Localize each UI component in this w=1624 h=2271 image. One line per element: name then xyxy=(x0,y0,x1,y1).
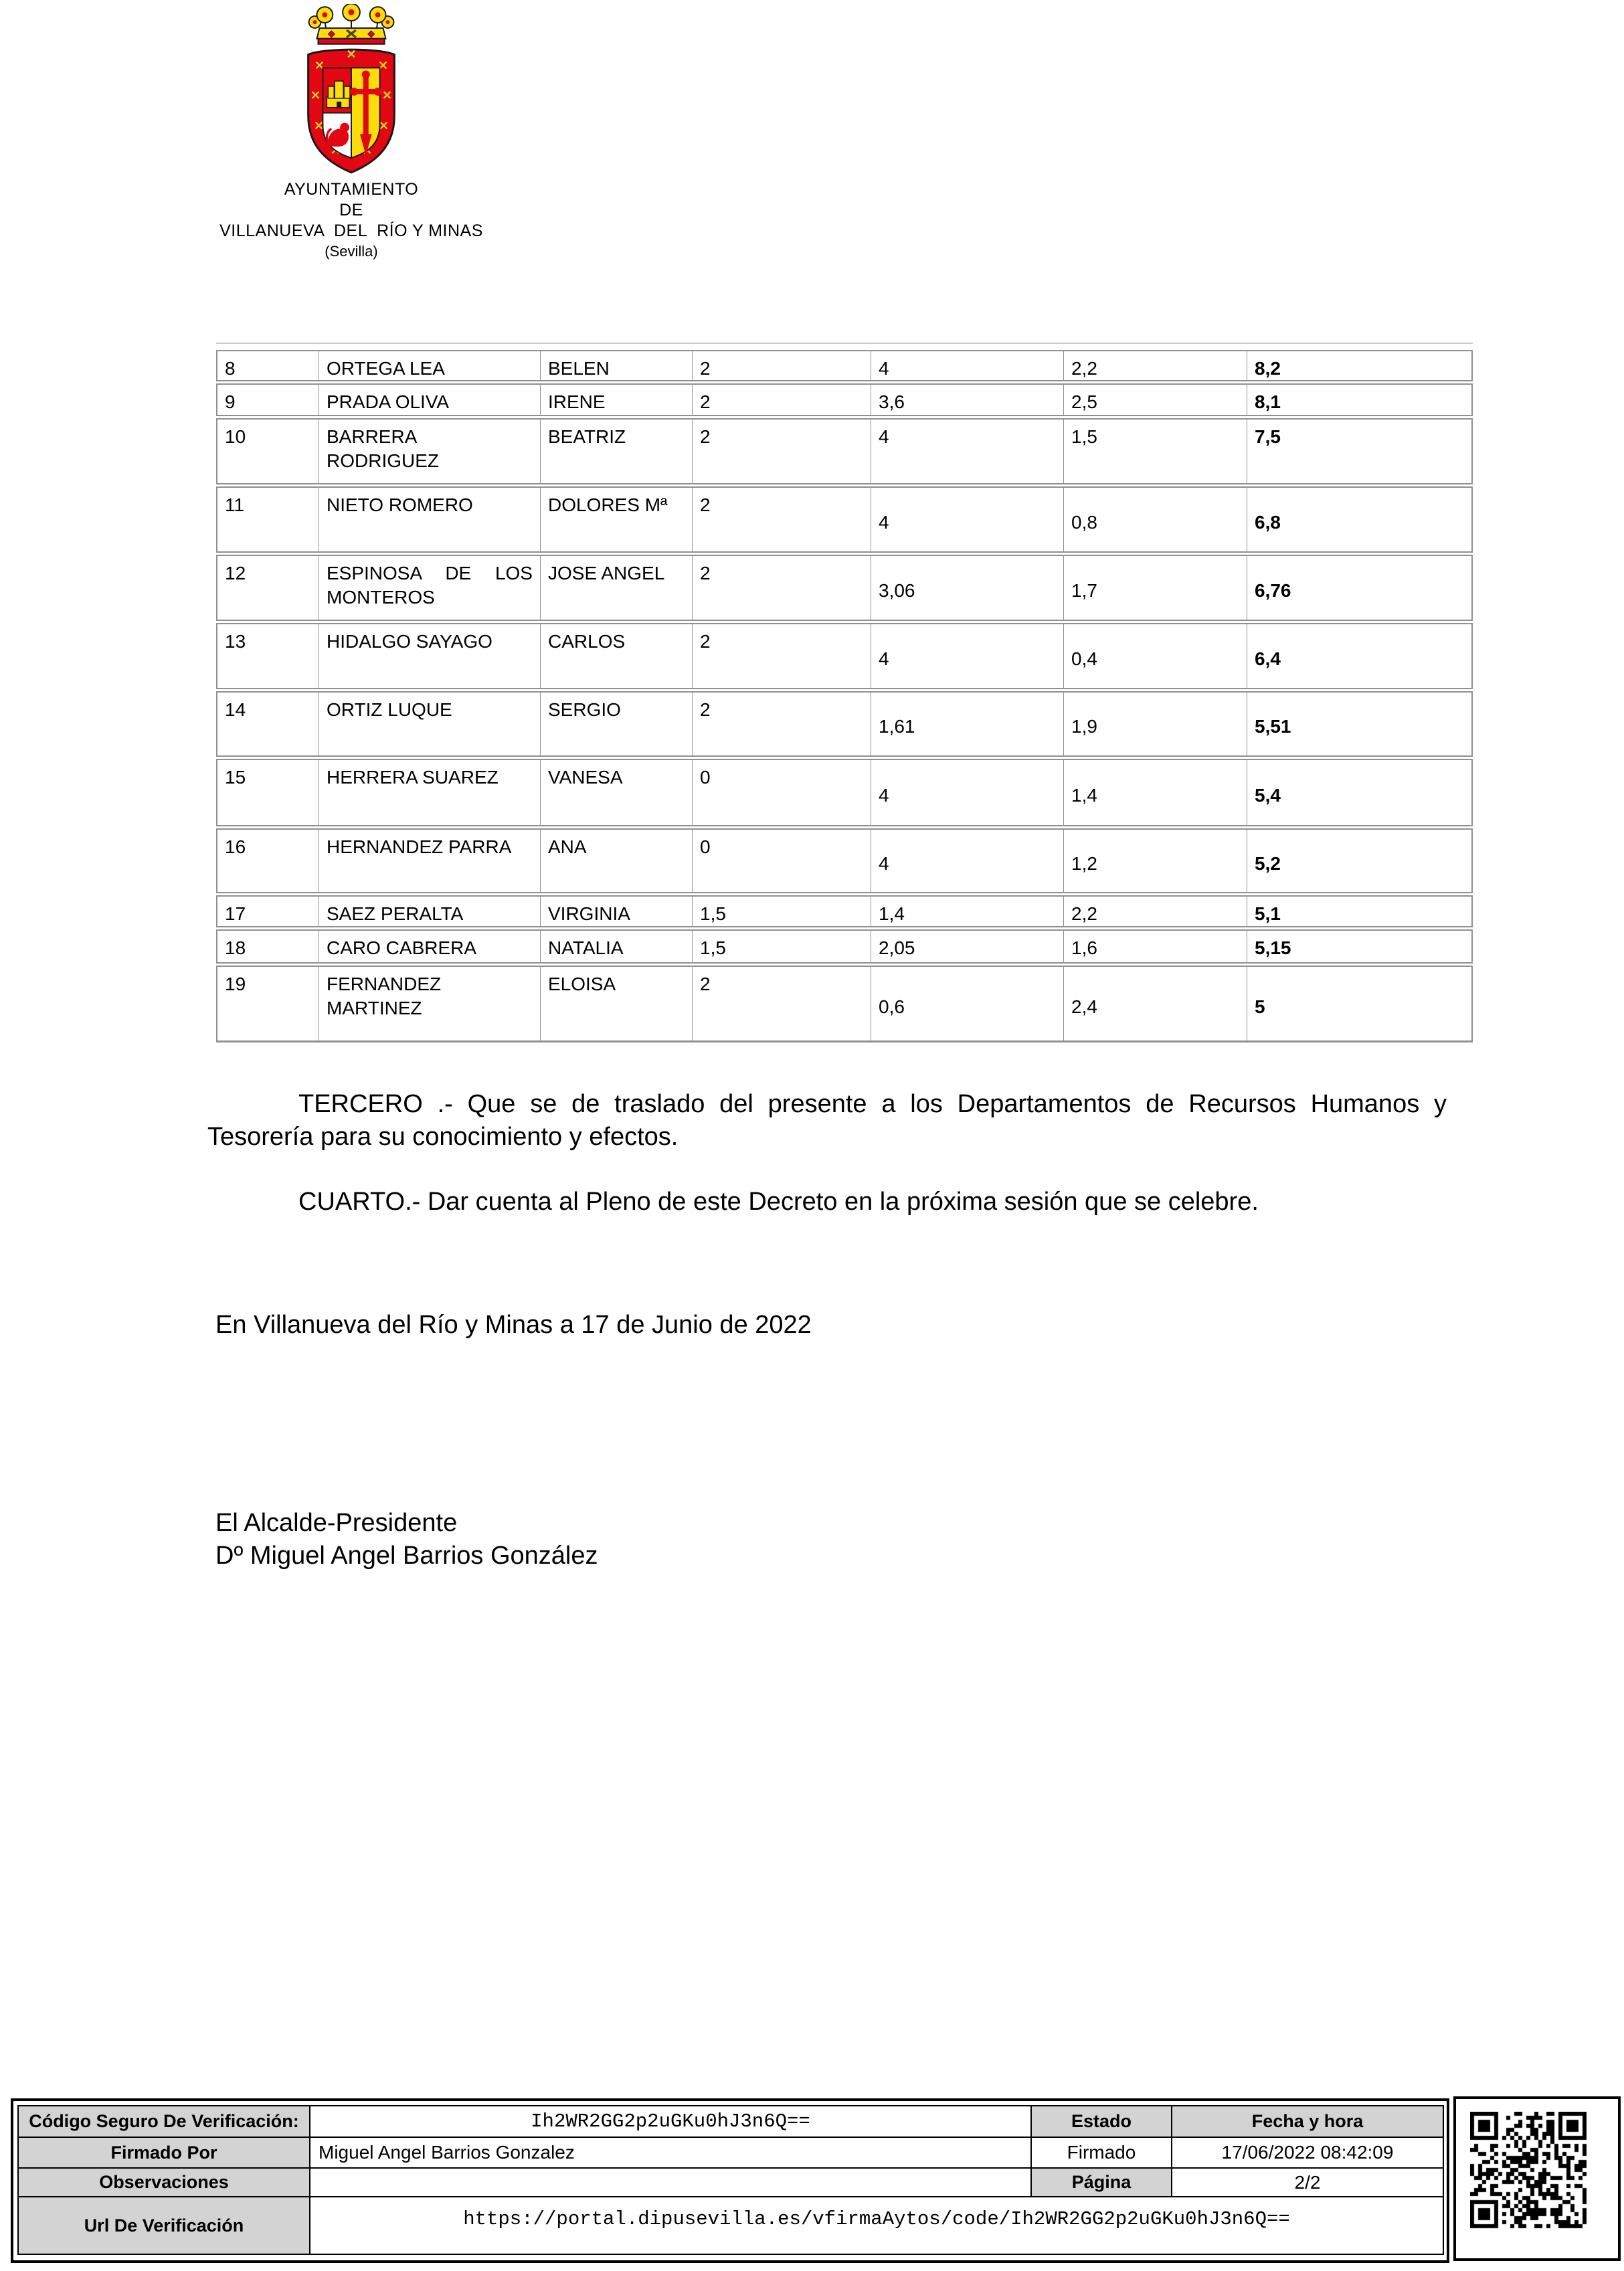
pagina-label: Página xyxy=(1031,2168,1172,2197)
score-cell: 1,4 xyxy=(871,897,1063,926)
qr-box xyxy=(1453,2096,1621,2261)
table-row xyxy=(18,2168,1443,2197)
score-cell: 2,2 xyxy=(1063,351,1247,380)
score-row xyxy=(216,418,1473,484)
score-cell: 4 xyxy=(871,420,1063,483)
paragraph-cuarto: CUARTO.- Dar cuenta al Pleno de este Decreto en la próxima sesión que se celebre. xyxy=(298,1188,1259,1216)
firmado-por-label: Firmado Por xyxy=(18,2137,310,2168)
score-cell: 17 xyxy=(225,903,246,924)
score-cell: 1,5 xyxy=(1063,420,1247,483)
org-name-line3: VILLANUEVA DEL RÍO Y MINAS xyxy=(219,221,483,240)
table-row xyxy=(18,2137,1443,2168)
score-cell: 2 xyxy=(692,556,871,620)
signer-name: Dº Miguel Angel Barrios González xyxy=(215,1542,598,1570)
score-cell: IRENE xyxy=(540,385,692,415)
score-cell: 0,8 xyxy=(1063,488,1247,551)
score-cell: HERRERA SUAREZ xyxy=(319,760,540,825)
score-cell: 7,5 xyxy=(1247,420,1471,483)
score-cell: 5,15 xyxy=(1247,931,1471,962)
csv-value: Ih2WR2GG2p2uGKu0hJ3n6Q== xyxy=(310,2106,1031,2137)
score-cell: FERNANDEZ MARTINEZ xyxy=(319,967,540,1040)
score-row xyxy=(216,691,1473,757)
fecha-header: Fecha y hora xyxy=(1172,2106,1443,2137)
score-cell: 13 xyxy=(225,631,246,652)
score-cell: 1,7 xyxy=(1063,556,1247,620)
verification-table xyxy=(17,2105,1444,2255)
observaciones-value xyxy=(310,2168,1031,2197)
score-row xyxy=(216,759,1473,826)
csv-label: Código Seguro De Verificación: xyxy=(18,2106,310,2137)
verification-footer xyxy=(11,2098,1449,2263)
firmado-por-value: Miguel Angel Barrios Gonzalez xyxy=(310,2137,1031,2168)
org-name-line1: AYUNTAMIENTO xyxy=(284,180,419,199)
score-cell: 2,05 xyxy=(871,931,1063,962)
score-cell: 8,2 xyxy=(1247,351,1471,380)
score-cell: 2 xyxy=(692,488,871,551)
score-cell: 6,4 xyxy=(1247,624,1471,688)
score-row xyxy=(216,828,1473,893)
score-cell: PRADA OLIVA xyxy=(319,385,540,415)
score-cell: 1,4 xyxy=(1063,760,1247,825)
coat-of-arms-icon xyxy=(285,4,418,179)
score-cell: 6,76 xyxy=(1247,556,1471,620)
score-cell: CARLOS xyxy=(540,624,692,688)
score-cell: 6,8 xyxy=(1247,488,1471,551)
score-cell: 16 xyxy=(225,836,246,857)
score-cell: 4 xyxy=(871,760,1063,825)
org-province: (Sevilla) xyxy=(325,243,378,260)
score-cell: 1,2 xyxy=(1063,830,1247,892)
table-row xyxy=(18,2197,1443,2254)
score-cell: BARRERA RODRIGUEZ xyxy=(319,420,540,483)
score-cell: 4 xyxy=(871,624,1063,688)
signer-title: El Alcalde-Presidente xyxy=(215,1509,458,1537)
fecha-value: 17/06/2022 08:42:09 xyxy=(1172,2137,1443,2168)
score-cell: ESPINOSA DE LOS MONTEROS xyxy=(319,556,540,620)
scores-table xyxy=(216,350,1473,1044)
score-cell: VIRGINIA xyxy=(540,897,692,926)
estado-value: Firmado xyxy=(1031,2137,1172,2168)
score-cell: 19 xyxy=(225,974,246,994)
observaciones-label: Observaciones xyxy=(18,2168,310,2197)
score-cell: HERNANDEZ PARRA xyxy=(319,830,540,892)
score-cell: 3,6 xyxy=(871,385,1063,415)
shield-icon xyxy=(308,50,395,173)
score-cell: BEATRIZ xyxy=(540,420,692,483)
url-value: https://portal.dipusevilla.es/vfirmaAytos/code/Ih2WR2GG2p2uGKu0hJ3n6Q== xyxy=(310,2197,1443,2254)
score-cell: 8,1 xyxy=(1247,385,1471,415)
score-cell: 2 xyxy=(692,351,871,380)
score-cell: 11 xyxy=(225,494,245,515)
score-row xyxy=(216,929,1473,964)
pagina-value: 2/2 xyxy=(1172,2168,1443,2197)
table-top-rule xyxy=(216,343,1473,344)
score-cell: 12 xyxy=(225,563,246,583)
score-cell: 15 xyxy=(225,767,246,788)
score-cell: 2 xyxy=(692,624,871,688)
score-cell: HIDALGO SAYAGO xyxy=(319,624,540,688)
header-logo xyxy=(187,4,515,261)
score-cell: 4 xyxy=(871,351,1063,380)
score-cell: 2 xyxy=(692,385,871,415)
score-cell: 1,61 xyxy=(871,693,1063,755)
place-and-date: En Villanueva del Río y Minas a 17 de Junio de 2022 xyxy=(215,1311,812,1339)
score-cell: 3,06 xyxy=(871,556,1063,620)
score-cell: 0,4 xyxy=(1063,624,1247,688)
score-cell: 0,6 xyxy=(871,967,1063,1040)
score-cell: 5,1 xyxy=(1247,897,1471,926)
score-cell: ORTIZ LUQUE xyxy=(319,693,540,755)
score-row xyxy=(216,966,1473,1042)
score-cell: 2 xyxy=(692,693,871,755)
score-cell: 2 xyxy=(692,967,871,1040)
score-cell: 1,6 xyxy=(1063,931,1247,962)
score-row xyxy=(216,383,1473,416)
score-cell: ELOISA xyxy=(540,967,692,1040)
score-cell: CARO CABRERA xyxy=(319,931,540,962)
score-cell: 0 xyxy=(692,830,871,892)
score-cell: 5,51 xyxy=(1247,693,1471,755)
score-cell: 5,4 xyxy=(1247,760,1471,825)
table-row xyxy=(18,2106,1443,2137)
signature-block xyxy=(215,1507,598,1572)
score-cell: ORTEGA LEA xyxy=(319,351,540,380)
score-cell: 5 xyxy=(1247,967,1471,1040)
crown-icon xyxy=(309,4,394,44)
qr-code-icon xyxy=(1470,2112,1604,2246)
score-cell: JOSE ANGEL xyxy=(540,556,692,620)
score-cell: 8 xyxy=(225,358,236,379)
score-cell: 10 xyxy=(225,426,246,447)
score-row xyxy=(216,350,1473,381)
score-cell: DOLORES Mª xyxy=(540,488,692,551)
score-cell: NIETO ROMERO xyxy=(319,488,540,551)
score-cell: 2,4 xyxy=(1063,967,1247,1040)
score-cell: 4 xyxy=(871,488,1063,551)
score-row xyxy=(216,623,1473,689)
paragraph-tercero: TERCERO .- Que se de traslado del presente a los Departamentos de Recursos Humanos y Tesorería para su conocimiento y efectos. xyxy=(207,1090,1447,1151)
score-cell: SAEZ PERALTA xyxy=(319,897,540,926)
score-cell: 2,2 xyxy=(1063,897,1247,926)
score-row xyxy=(216,555,1473,621)
score-cell: ANA xyxy=(540,830,692,892)
score-cell: NATALIA xyxy=(540,931,692,962)
score-cell: 2,5 xyxy=(1063,385,1247,415)
score-cell: SERGIO xyxy=(540,693,692,755)
score-cell: 0 xyxy=(692,760,871,825)
score-cell: 1,5 xyxy=(692,931,871,962)
score-cell: 1,5 xyxy=(692,897,871,926)
score-cell: 5,2 xyxy=(1247,830,1471,892)
score-cell: 1,9 xyxy=(1063,693,1247,755)
score-cell: 18 xyxy=(225,937,246,958)
score-cell: 4 xyxy=(871,830,1063,892)
score-cell: 14 xyxy=(225,699,246,720)
score-cell: BELEN xyxy=(540,351,692,380)
estado-header: Estado xyxy=(1031,2106,1172,2137)
score-row xyxy=(216,895,1473,927)
score-row xyxy=(216,486,1473,553)
score-cell: 2 xyxy=(692,420,871,483)
score-cell: VANESA xyxy=(540,760,692,825)
org-name-line2: DE xyxy=(339,201,363,219)
score-cell: 9 xyxy=(225,391,236,412)
url-label: Url De Verificación xyxy=(18,2197,310,2254)
